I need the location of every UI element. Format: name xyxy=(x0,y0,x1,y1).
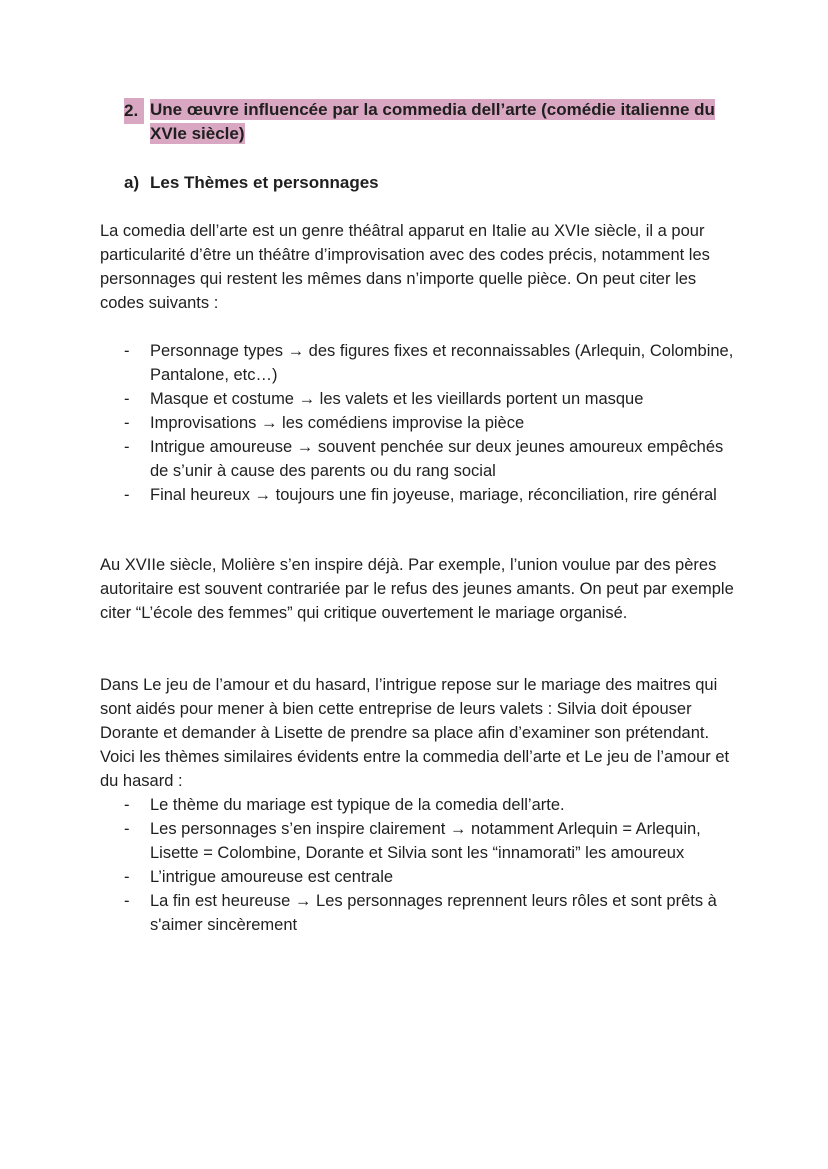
list-item-text: Intrigue amoureuse → souvent penchée sur deux jeunes amoureux empêchés de s’unir à cause des parents ou du rang social xyxy=(150,438,724,480)
list-bullet: - xyxy=(124,390,130,408)
intro-paragraph: La comedia dell’arte est un genre théâtral apparut en Italie au XVIe siècle, il a pour particularité d’être un théâtre d’improvisation avec des codes précis, notamment les personnages qui restent les mêmes dans n’importe quelle pièce. On peut citer les codes suivants : xyxy=(100,222,710,312)
list-bullet: - xyxy=(124,820,130,838)
list-item-text: L’intrigue amoureuse est centrale xyxy=(150,868,394,886)
list-item xyxy=(100,817,740,865)
list-item xyxy=(100,387,740,411)
list-item xyxy=(100,483,740,507)
section-title: Une œuvre influencée par la commedia dell’arte (comédie italienne du XVIe siècle) xyxy=(150,100,715,143)
list-bullet: - xyxy=(124,486,130,504)
themes-list xyxy=(100,793,740,937)
list-bullet: - xyxy=(124,868,130,886)
list-item xyxy=(100,865,740,889)
list-item-text: Final heureux → toujours une fin joyeuse, mariage, réconciliation, rire général xyxy=(150,486,717,504)
list-item-text: Le thème du mariage est typique de la comedia dell’arte. xyxy=(150,796,565,814)
list-item-text: Masque et costume → les valets et les vieillards portent un masque xyxy=(150,390,644,408)
codes-list xyxy=(100,339,740,507)
section-number: 2. xyxy=(124,98,144,124)
subsection-title: Les Thèmes et personnages xyxy=(150,173,379,192)
list-item-text: Personnage types → des figures fixes et reconnaissables (Arlequin, Colombine, Pantalone, etc…) xyxy=(150,342,734,384)
list-item-text: La fin est heureuse → Les personnages reprennent leurs rôles et sont prêts à s'aimer sincèrement xyxy=(150,892,717,934)
list-bullet: - xyxy=(124,414,130,432)
list-item xyxy=(100,793,740,817)
subsection-label: a) xyxy=(124,173,140,192)
list-item-text: Les personnages s’en inspire clairement → notamment Arlequin = Arlequin, Lisette = Colombine, Dorante et Silvia sont les “innamorati” les amoureux xyxy=(150,820,701,862)
list-item xyxy=(100,411,740,435)
list-bullet: - xyxy=(124,438,130,456)
moliere-paragraph: Au XVIIe siècle, Molière s’en inspire déjà. Par exemple, l’union voulue par des pères autoritaire est souvent contrariée par le refus des jeunes amants. On peut par exemple citer “L’école des femmes” qui critique ouvertement le mariage organisé. xyxy=(100,556,734,622)
section-heading xyxy=(124,98,734,146)
list-item xyxy=(100,339,740,387)
list-bullet: - xyxy=(124,796,130,814)
list-item xyxy=(100,889,740,937)
subsection-heading xyxy=(124,171,379,195)
list-bullet: - xyxy=(124,342,130,360)
jeu-paragraph: Dans Le jeu de l’amour et du hasard, l’intrigue repose sur le mariage des maitres qui sont aidés pour mener à bien cette entreprise de leurs valets : Silvia doit épouser Dorante et demander à Lisette de prendre sa place afin d’examiner son prétendant. Voici les thèmes similaires évidents entre la commedia dell’arte et Le jeu de l’amour et du hasard : xyxy=(100,676,730,790)
list-item-text: Improvisations → les comédiens improvise la pièce xyxy=(150,414,525,432)
list-item xyxy=(100,435,740,483)
list-bullet: - xyxy=(124,892,130,910)
